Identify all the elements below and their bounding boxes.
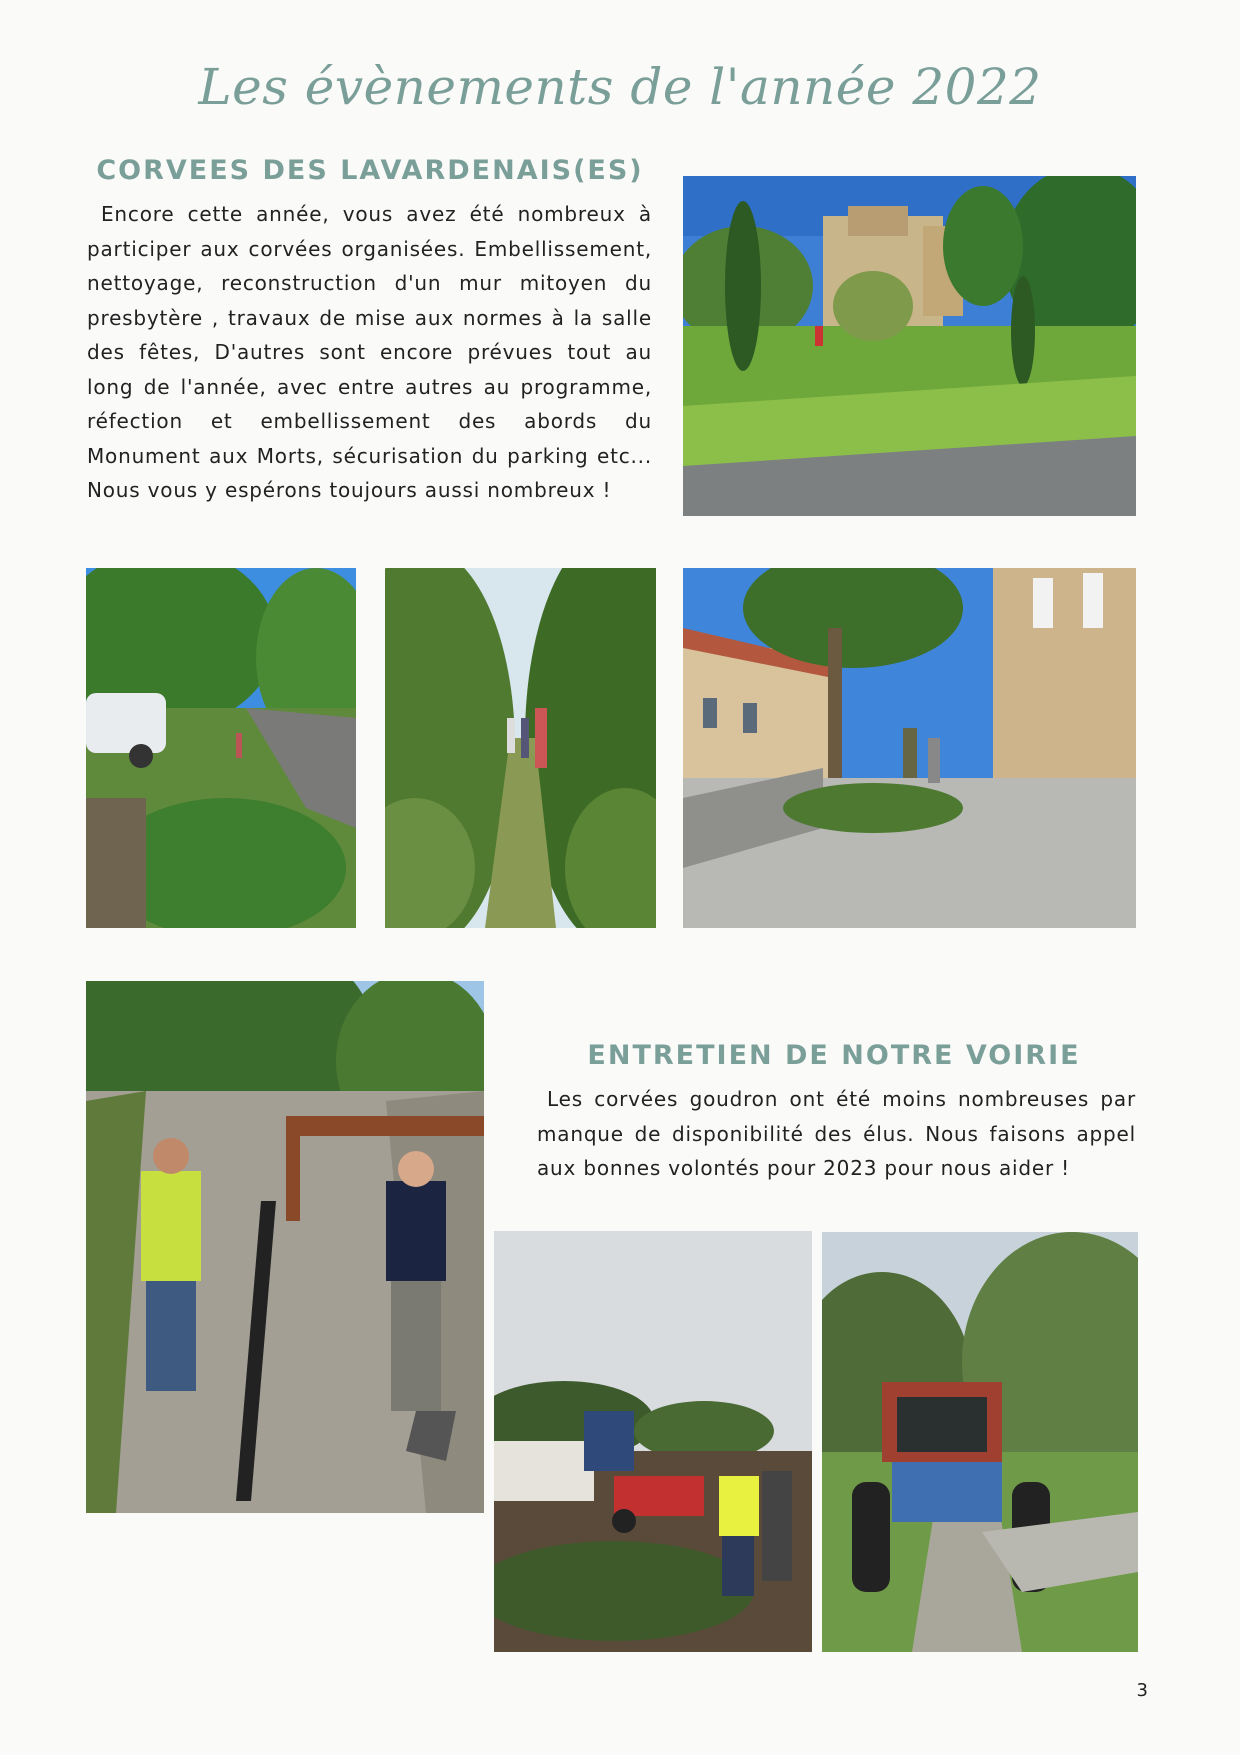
photo-village-street (683, 568, 1136, 928)
photo-roadside-verge (86, 568, 356, 928)
photo-wood-chipper (494, 1231, 812, 1652)
photo-road-repair-workers (86, 981, 484, 1513)
photo-tractor-mower (822, 1232, 1138, 1652)
section-body-corvees: Encore cette année, vous avez été nombreux à participer aux corvées organisées. Embellissement, nettoyage, reconstruction d'un mur mitoyen du presbytère , travaux de mise aux normes à la salle des fêtes, D'autres sont encore prévues tout au long de l'année, avec entre autres au programme, réfection et embellissement des abords du Monument aux Morts, sécurisation du parking etc... Nous vous y espérons toujours aussi nombreux ! (87, 202, 652, 502)
photo-hedge-clearing (385, 568, 656, 928)
photo-lawn-mowing (683, 176, 1136, 516)
section-heading-voirie: ENTRETIEN DE NOTRE VOIRIE (587, 1040, 1081, 1071)
section-body-voirie: Les corvées goudron ont été moins nombreuses par manque de disponibilité des élus. Nous faisons appel aux bonnes volontés pour 2023 pour nous aider ! (537, 1087, 1136, 1180)
page-title: Les évènements de l'année 2022 (198, 58, 1042, 116)
section-heading-corvees: CORVEES DES LAVARDENAIS(ES) (96, 155, 644, 186)
page-number: 3 (1136, 1680, 1148, 1701)
